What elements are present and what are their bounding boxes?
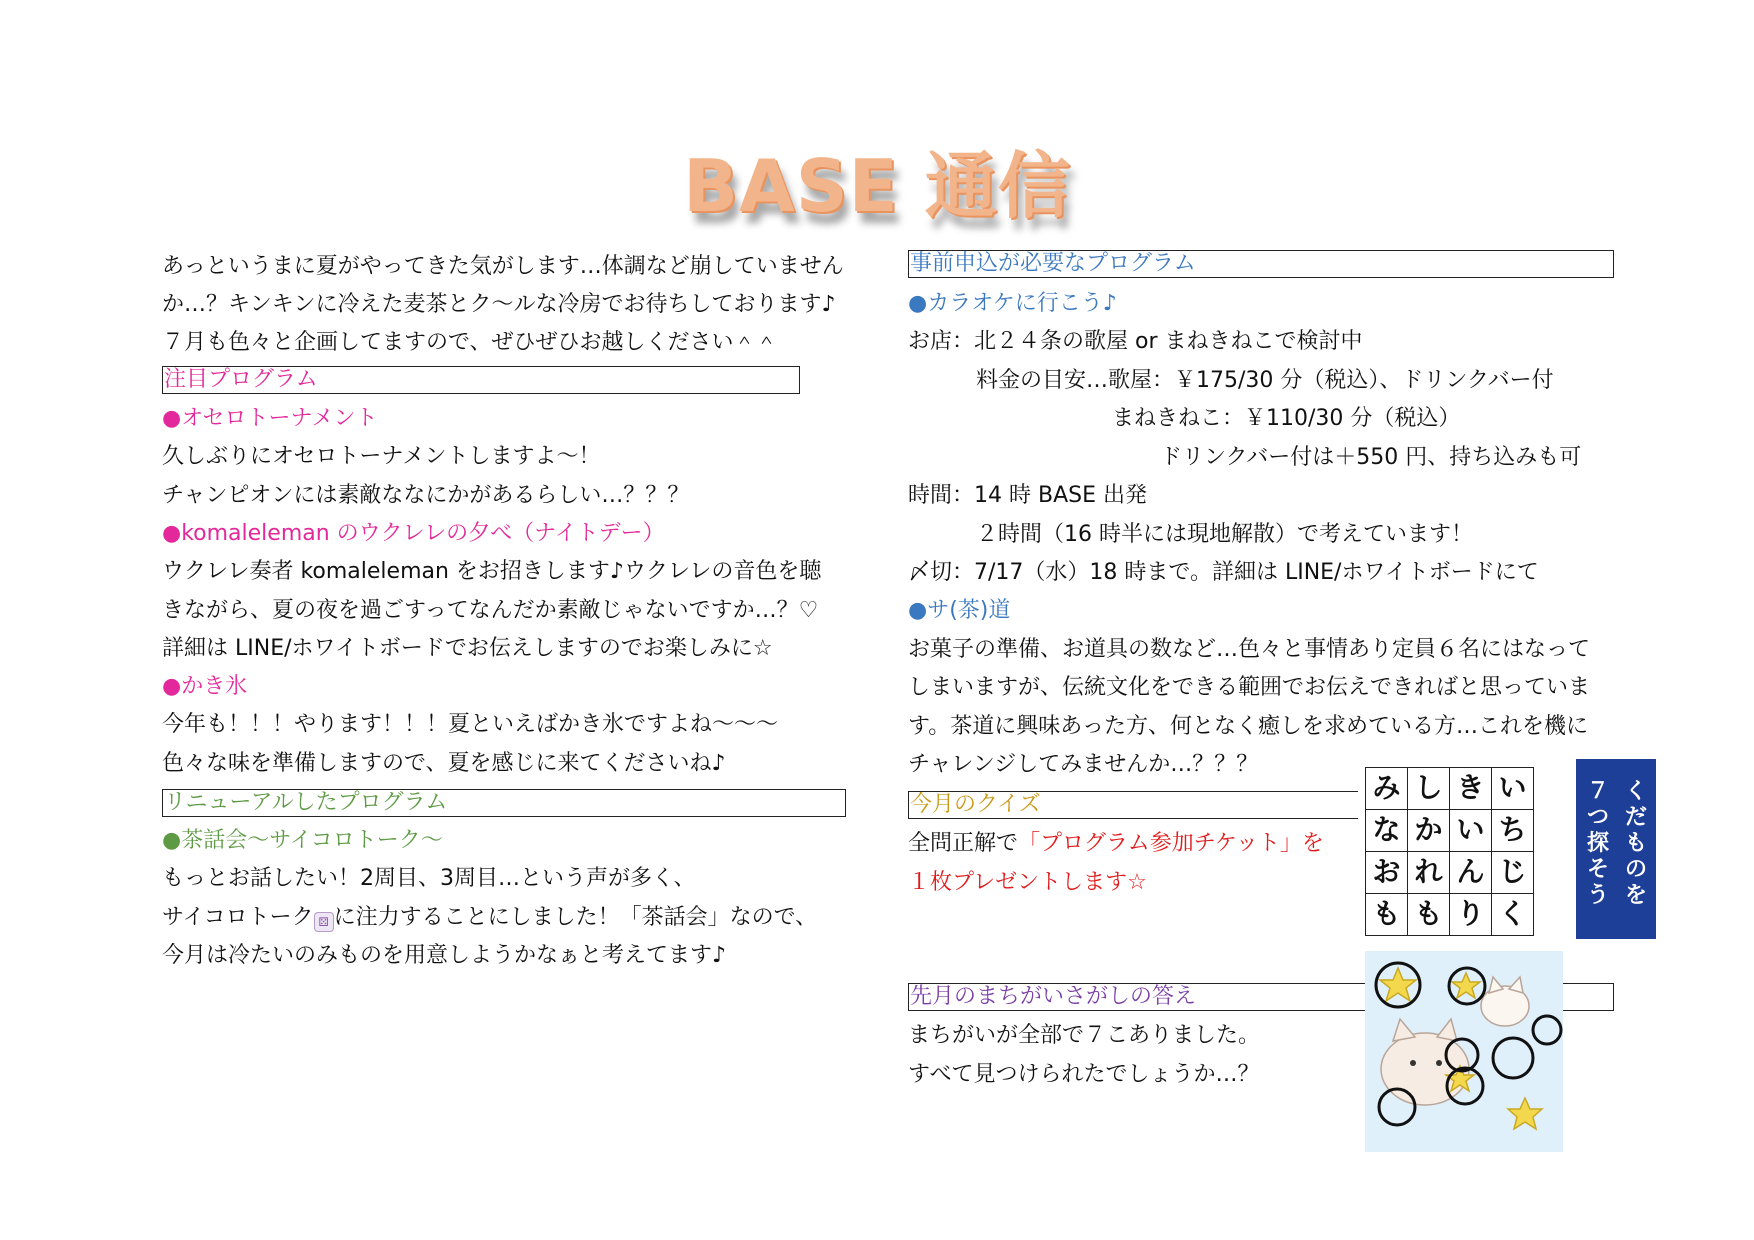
grid-cell: り xyxy=(1450,894,1492,936)
ukulele-line-1: ウクレレ奏者 komaleleman をお招きします♪ウクレレの音色を聴 xyxy=(162,559,822,584)
grid-cell: く xyxy=(1492,894,1534,936)
kakigori-line-2: 色々な味を準備しますので、夏を感じに来てくださいね♪ xyxy=(162,751,726,776)
reservation-heading: 事前申込が必要なプログラム xyxy=(908,250,1614,278)
grid-cell: い xyxy=(1492,768,1534,810)
intro-line-2: か…？キンキンに冷えた麦茶とク～ルな冷房でお待ちしております♪ xyxy=(162,292,836,317)
karaoke-title: ●カラオケに行こう♪ xyxy=(908,291,1117,316)
sado-line-4: チャレンジしてみませんか…？？？ xyxy=(908,752,1259,777)
spot-difference-answer-image xyxy=(1365,951,1563,1152)
karaoke-line-4: ドリンクバー付は＋550 円、持ち込みも可 xyxy=(1160,445,1582,470)
tea-line-2 xyxy=(162,899,817,937)
grid-cell: ち xyxy=(1492,810,1534,852)
sado-line-2: しまいますが、伝統文化をできる範囲でお伝えできればと思っていま xyxy=(908,675,1591,700)
grid-cell: み xyxy=(1366,768,1408,810)
grid-cell: な xyxy=(1366,810,1408,852)
grid-cell: も xyxy=(1408,894,1450,936)
ukulele-line-3: 詳細は LINE/ホワイトボードでお伝えしますのでお楽しみに☆ xyxy=(162,636,773,661)
cat-eye xyxy=(1410,1060,1416,1066)
karaoke-line-7: 〆切：7/17（水）18 時まで。詳細は LINE/ホワイトボードにて xyxy=(908,560,1539,585)
kakigori-title: ●かき氷 xyxy=(162,674,248,699)
grid-cell: い xyxy=(1450,810,1492,852)
cat-illustration xyxy=(1365,951,1563,1152)
answer-line-1: まちがいが全部で７こありました。 xyxy=(908,1023,1261,1048)
grid-cell: お xyxy=(1366,852,1408,894)
puzzle-hint-box xyxy=(1576,759,1656,939)
tea-line-3: 今月は冷たいのみものを用意しようかなぁと考えてます♪ xyxy=(162,943,727,968)
tea-title: ●茶話会～サイコロトーク～ xyxy=(162,828,443,853)
grid-cell: じ xyxy=(1492,852,1534,894)
star-shape xyxy=(1380,968,1416,1001)
grid-cell: か xyxy=(1408,810,1450,852)
renewal-heading: リニューアルしたプログラム xyxy=(162,789,846,817)
word-search-grid xyxy=(1365,767,1534,936)
star-shape xyxy=(1452,973,1480,998)
tea-line-1: もっとお話したい！2周目、3周目…という声が多く、 xyxy=(162,866,696,891)
quiz-heading: 今月のクイズ xyxy=(908,791,1358,819)
kakigori-line-1: 今年も！！！やります！！！夏といえばかき氷ですよね～～～ xyxy=(162,712,779,737)
star-shape xyxy=(1508,1098,1542,1129)
ukulele-title: ●komaleleman のウクレレの夕べ（ナイトデー） xyxy=(162,521,665,546)
othello-line-1: 久しぶりにオセロトーナメントしますよ～！ xyxy=(162,444,601,469)
grid-cell: ん xyxy=(1450,852,1492,894)
intro-line-3: ７月も色々と企画してますので、ぜひぜひお越しください＾＾ xyxy=(162,330,778,355)
othello-line-2: チャンピオンには素敵ななにかがあるらしい…？？？ xyxy=(162,483,690,508)
answer-line-2: すべて見つけられたでしょうか…？ xyxy=(908,1062,1260,1087)
puzzle-hint-col-2: ７つ探そう xyxy=(1586,779,1609,908)
featured-heading: 注目プログラム xyxy=(162,366,800,394)
answer-heading: 先月のまちがいさがしの答え xyxy=(908,983,1614,1011)
karaoke-line-6: ２時間（16 時半には現地解散）で考えています！ xyxy=(976,522,1473,547)
cat-eye xyxy=(1436,1060,1442,1066)
quiz-line-2: １枚プレゼントします☆ xyxy=(908,870,1147,895)
karaoke-line-1: お店：北２４条の歌屋 or まねきねこで検討中 xyxy=(908,329,1363,354)
page-title: BASE 通信 xyxy=(683,144,1071,228)
grid-cell: れ xyxy=(1408,852,1450,894)
dice-icon: ⚄ xyxy=(314,912,334,932)
karaoke-line-3: まねきねこ：￥110/30 分（税込） xyxy=(1112,406,1461,431)
karaoke-line-2: 料金の目安…歌屋：￥175/30 分（税込）、ドリンクバー付 xyxy=(976,368,1554,393)
ukulele-line-2: きながら、夏の夜を過ごすってなんだか素敵じゃないですか…？♡ xyxy=(162,598,819,623)
grid-cell: き xyxy=(1450,768,1492,810)
sado-title: ●サ(茶)道 xyxy=(908,598,1011,623)
cat-ear xyxy=(1393,1019,1415,1041)
quiz-line-1 xyxy=(908,825,1324,863)
sado-line-1: お菓子の準備、お道具の数など…色々と事情あり定員６名にはなって xyxy=(908,637,1591,662)
tea-line-2-b: に注力することにしました！「茶話会」なので、 xyxy=(333,905,818,930)
tea-line-2-a: サイコロトーク xyxy=(162,905,314,930)
karaoke-line-5: 時間：14 時 BASE 出発 xyxy=(908,483,1147,508)
grid-cell: し xyxy=(1408,768,1450,810)
cat-ear xyxy=(1437,1019,1457,1041)
quiz-ticket-text: 「プログラム参加チケット」を xyxy=(1018,831,1324,856)
quiz-line-1-a: 全問正解で xyxy=(908,831,1019,856)
othello-title: ●オセロトーナメント xyxy=(162,406,378,431)
sado-line-3: す。茶道に興味あった方、何となく癒しを求めている方…これを機に xyxy=(908,714,1589,739)
intro-line-1: あっというまに夏がやってきた気がします…体調など崩していません xyxy=(162,254,844,279)
grid-cell: も xyxy=(1366,894,1408,936)
puzzle-hint-col-1: くだものを xyxy=(1624,779,1647,908)
